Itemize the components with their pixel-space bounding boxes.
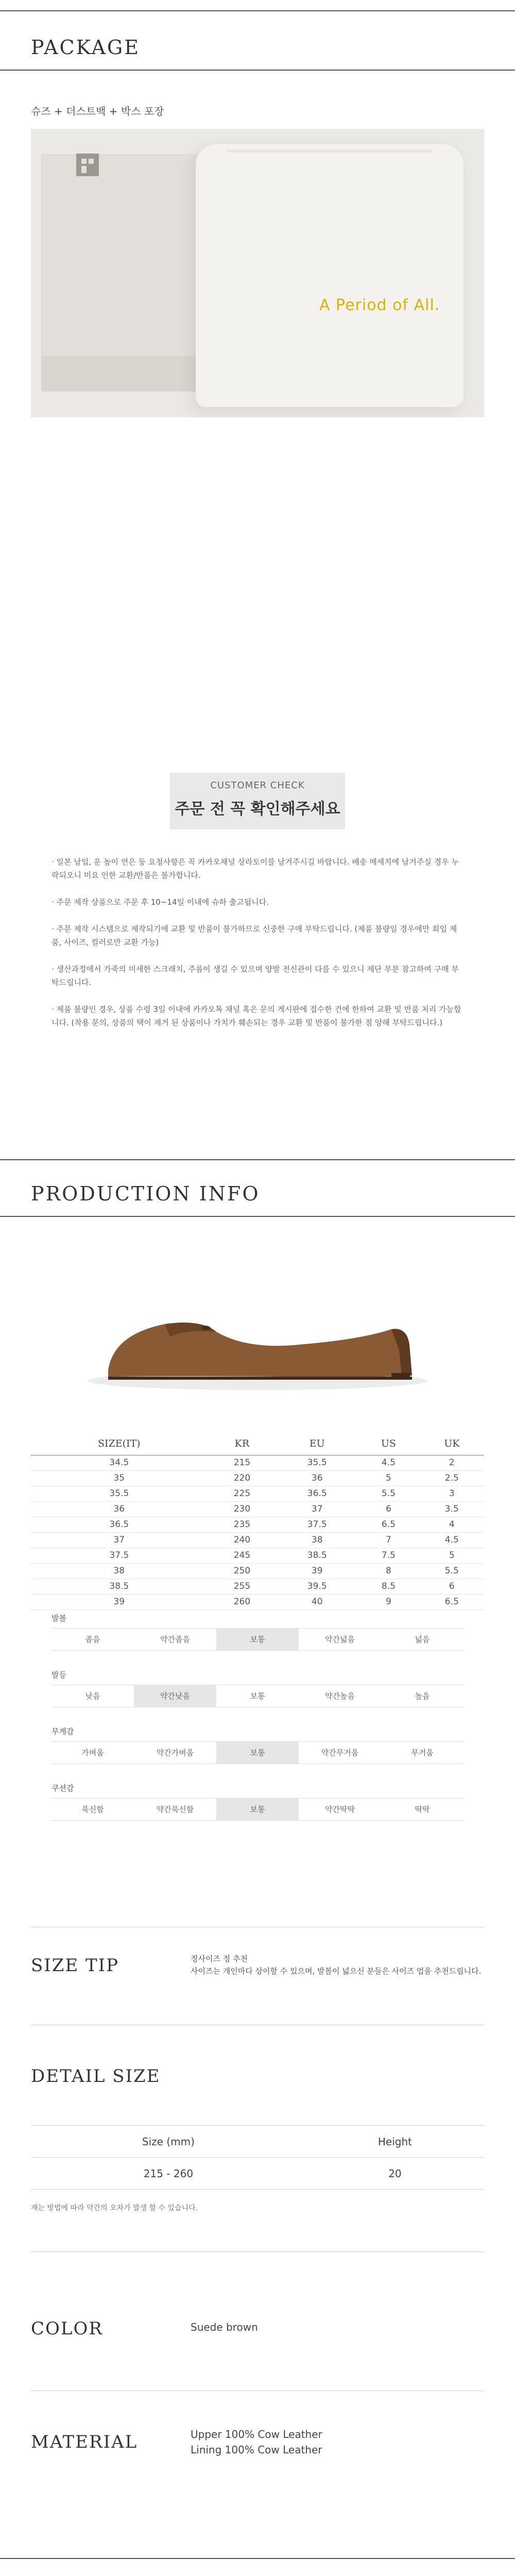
check-item: · 일본 남입, 운 높이 연은 둥 요청사항은 꼭 카카오채널 상라토이를 남겨주시길 바랍니다. 배송 메세지에 남겨주실 경우 누락되오니 미요 인한 교환/반품은 불가합니다. [52,857,459,880]
size-cell: 6.5 [357,1517,419,1532]
size-cell: 3.5 [420,1501,484,1517]
size-tip-text [191,1953,484,1977]
size-cell: 225 [208,1486,277,1501]
size-cell: 35.5 [277,1455,357,1470]
notice-rule-top [0,2558,515,2559]
table-row [31,1532,484,1548]
size-cell: 8 [357,1563,419,1579]
fit-option-cell: 약간낮음 [134,1685,216,1707]
fit-option-cell: 높음 [415,1691,430,1701]
production-rule-bottom [0,1216,515,1217]
check-item: · 주문 제작 시스템으로 제작되기에 교환 및 반품이 불가하므로 신중한 구매 부탁드립니다. (제품 불량일 경우에만 회입 제품, 사이즈, 컬러로만 교환 가능) [52,924,457,947]
detail-size-table [31,2125,484,2190]
size-cell: 4.5 [420,1532,484,1548]
size-cell: 5 [357,1470,419,1486]
package-title: PACKAGE [31,36,140,59]
fit-option-label: 발등 [52,1670,66,1680]
detail-size-value: 20 [306,2158,484,2190]
size-cell: 36.5 [277,1486,357,1501]
size-cell: 5.5 [420,1563,484,1579]
check-item: · 주문 제작 상품으로 주문 후 10~14일 이내에 슈하 출고됩니다. [52,897,269,907]
fit-option-cell: 약간푹신함 [156,1805,194,1814]
size-cell: 35.5 [31,1486,208,1501]
fit-option-row [52,1628,464,1651]
table-row [31,1486,484,1501]
size-cell: 2.5 [420,1470,484,1486]
detail-size-title: DETAIL SIZE [31,2066,161,2087]
fit-option-cell: 보통 [216,1742,299,1764]
production-rule-top [0,1159,515,1160]
customer-check-box [170,773,345,829]
table-row [31,1470,484,1486]
color-value: Suede brown [191,2321,258,2333]
fit-option-cell: 보통 [216,1629,299,1650]
size-cell: 250 [208,1563,277,1579]
size-cell: 260 [208,1594,277,1609]
detail-size-value: 215 - 260 [31,2158,306,2190]
fit-option-cell: 보통 [250,1691,265,1701]
package-photo [31,129,484,417]
size-cell: 38 [277,1532,357,1548]
fit-option-label: 무게감 [52,1727,74,1736]
size-cell: 36.5 [31,1517,208,1532]
detail-size-header: Height [306,2126,484,2158]
material-title: MATERIAL [31,2432,138,2452]
fit-option-cell: 가벼움 [81,1748,104,1757]
size-cell: 37.5 [277,1517,357,1532]
size-cell: 4.5 [357,1455,419,1470]
size-cell: 38 [31,1563,208,1579]
fit-option-row [52,1741,464,1764]
size-cell: 38.5 [31,1579,208,1594]
table-row [31,1548,484,1563]
size-cell: 39.5 [277,1579,357,1594]
size-cell: 5.5 [357,1486,419,1501]
size-cell: 4 [420,1517,484,1532]
fit-option-cell: 딱딱 [415,1805,430,1814]
table-row [31,1501,484,1517]
size-header: SIZE(IT) [31,1432,208,1455]
size-cell: 37.5 [31,1548,208,1563]
size-cell: 235 [208,1517,277,1532]
size-table [31,1432,484,1610]
size-cell: 6 [357,1501,419,1517]
size-header: UK [420,1432,484,1455]
size-cell: 37 [31,1532,208,1548]
fit-option-cell: 좁음 [85,1635,100,1644]
size-cell: 240 [208,1532,277,1548]
size-cell: 255 [208,1579,277,1594]
size-tip-line: 사이즈는 개인마다 상이할 수 있으며, 발볼이 넓으신 분들은 사이즈 업을 추천드립니다. [191,1967,482,1976]
fit-option-cell: 넓음 [415,1635,430,1644]
size-cell: 36 [277,1470,357,1486]
size-cell: 6.5 [420,1594,484,1609]
shoe-image [31,1267,484,1412]
customer-check-title-en: CUSTOMER CHECK [210,780,305,791]
customer-check-title-ko: 주문 전 꼭 확인해주세요 [175,800,340,818]
fit-option-cell: 약간딱딱 [325,1805,355,1814]
fit-option-label: 발볼 [52,1614,66,1623]
check-item: · 생산과정에서 가죽의 미세한 스크래치, 주름이 생길 수 있으며 양발 전신관이 다를 수 있으니 제단 부분 참고하여 구매 부탁드립니다. [52,964,459,987]
dust-bag-text: A Period of All. [319,296,440,314]
size-cell: 230 [208,1501,277,1517]
size-cell: 3 [420,1486,484,1501]
size-header: KR [208,1432,277,1455]
size-cell: 9 [357,1594,419,1609]
size-header: EU [277,1432,357,1455]
table-row [31,1563,484,1579]
size-cell: 7.5 [357,1548,419,1563]
fit-option-cell: 보통 [216,1799,299,1820]
size-cell: 5 [420,1548,484,1563]
material-line: Upper 100% Cow Leather [191,2428,322,2441]
fit-option-cell: 약간무거움 [321,1748,359,1757]
brand-logo-icon [72,149,103,180]
size-cell: 37 [277,1501,357,1517]
table-row [31,1455,484,1470]
detail-size-header: Size (mm) [31,2126,306,2158]
customer-check-list [52,855,464,1043]
size-cell: 220 [208,1470,277,1486]
package-caption: 슈즈 + 더스트백 + 박스 포장 [31,105,164,117]
dust-bag-string [227,149,433,152]
package-rule [0,70,515,71]
top-rule [0,10,515,11]
size-cell: 215 [208,1455,277,1470]
dust-bag [196,144,464,407]
size-tip-line: 정사이즈 정 추천 [191,1954,248,1963]
size-header: US [357,1432,419,1455]
fit-option-cell: 낮음 [85,1691,100,1701]
fit-option-cell: 약간높음 [325,1691,355,1701]
material-text [191,2427,322,2458]
size-cell: 6 [420,1579,484,1594]
check-item: · 제품 불량인 경우, 상품 수령 3일 이내에 카카오톡 채널 혹은 문의 게시판에 접수한 건에 한하여 교환 및 반품 처리 가능합니다. (착용 문의, 상품의 택이 제거 된 상품이나 가치가 훼손되는 경우 교환 및 반품이 불가한 점 양해 부탁드립니다.) [52,1005,461,1027]
color-divider [31,2251,484,2252]
size-cell: 2 [420,1455,484,1470]
fit-option-label: 쿠션감 [52,1784,74,1793]
fit-option-row [52,1798,464,1821]
size-cell: 40 [277,1594,357,1609]
color-title: COLOR [31,2318,103,2339]
size-cell: 36 [31,1501,208,1517]
fit-option-cell: 약간좁음 [160,1635,190,1644]
fit-option-row [52,1685,464,1707]
fit-option-cell: 푹신함 [81,1805,104,1814]
size-cell: 34.5 [31,1455,208,1470]
size-tip-title: SIZE TIP [31,1955,119,1976]
fit-option-cell: 약간가벼움 [156,1748,194,1757]
table-row [31,1594,484,1609]
material-line: Lining 100% Cow Leather [191,2444,322,2456]
table-row [31,1579,484,1594]
production-title: PRODUCTION INFO [31,1182,260,1205]
table-row [31,1517,484,1532]
size-cell: 39 [277,1563,357,1579]
detail-size-note: 재는 방법에 따라 약간의 오차가 발생 할 수 있습니다. [31,2204,198,2212]
fit-option-cell: 무거움 [411,1748,434,1757]
size-cell: 245 [208,1548,277,1563]
fit-option-cell: 약간넓음 [325,1635,355,1644]
size-cell: 35 [31,1470,208,1486]
size-cell: 39 [31,1594,208,1609]
size-cell: 7 [357,1532,419,1548]
size-cell: 38.5 [277,1548,357,1563]
size-cell: 8.5 [357,1579,419,1594]
